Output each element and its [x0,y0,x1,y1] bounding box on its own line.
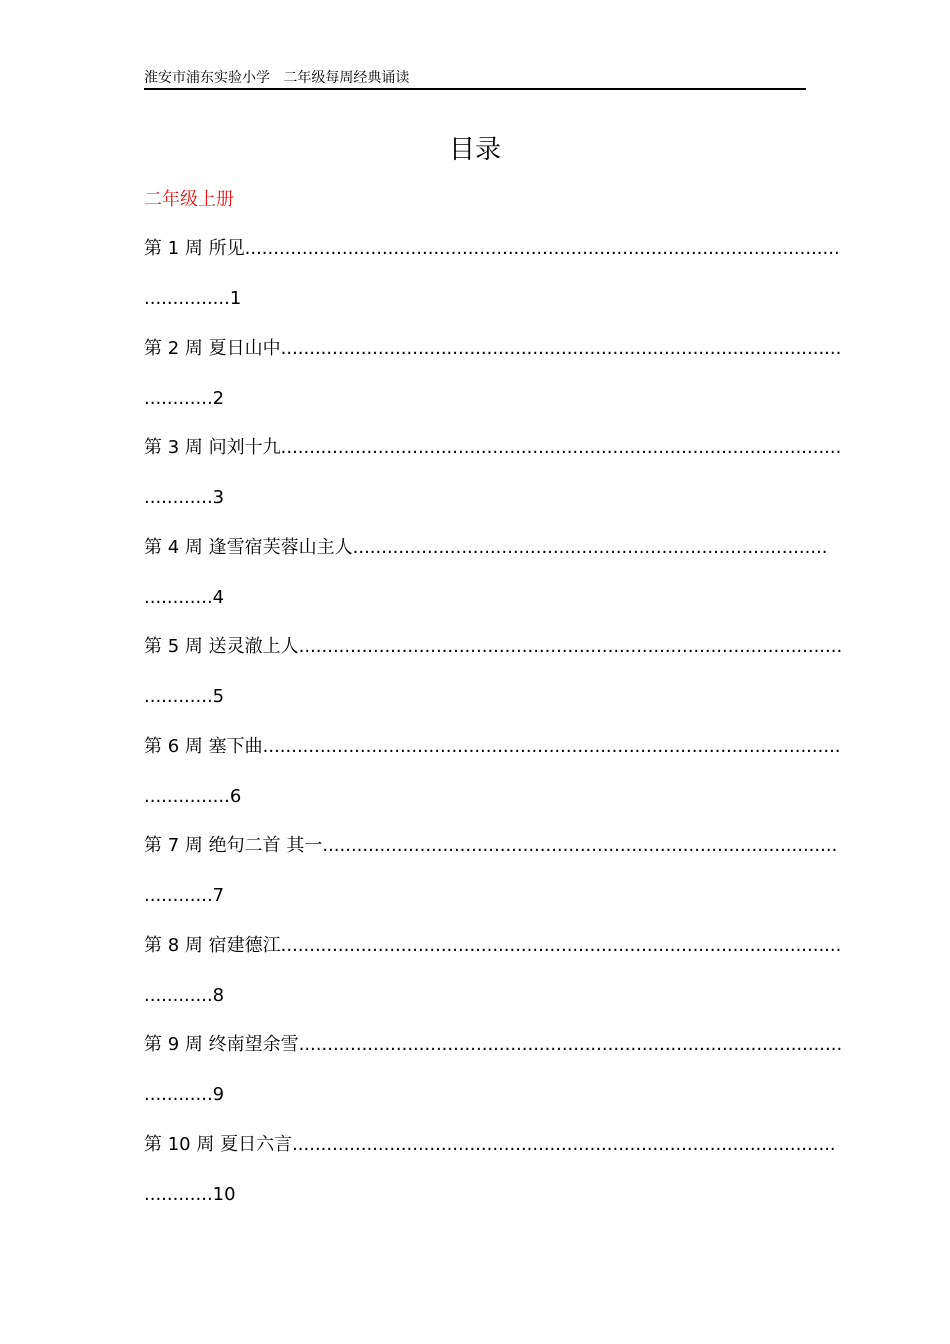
toc-leader-dots: ............................................................................................... [298,1034,843,1055]
toc-entry-page-line [144,1080,224,1110]
toc-leader-dots: ..................................................................................................... [262,735,841,757]
toc-entry[interactable] [144,433,842,533]
toc-entry-title-line [144,931,841,961]
toc-page-number: 6 [229,785,242,807]
toc-page-number: 10 [212,1183,236,1205]
toc-page-number: 3 [212,487,225,508]
toc-entry-page-line [144,881,224,911]
toc-leader-dots: ................................................................................... [352,536,828,558]
toc-entry-title-line [144,234,840,264]
toc-entry-page-line [144,583,224,613]
toc-entry[interactable] [144,1030,843,1130]
toc-entry[interactable] [144,931,842,1031]
toc-leader-dots: .................................................................................................. [280,934,842,956]
toc-leader-dots: ............ [144,387,213,409]
toc-page-number: 1 [229,288,242,309]
toc-entry-label: 第 10 周 夏日六言 [144,1133,293,1155]
toc-leader-dots: ............ [144,885,213,906]
toc-leader-dots: ............... [144,288,230,309]
toc-entry[interactable] [144,334,842,434]
toc-entry[interactable] [144,831,838,931]
toc-entry[interactable] [144,1130,836,1230]
toc-entry-label: 第 7 周 绝句二首 其一 [144,835,323,856]
toc-page-number: 2 [212,387,225,409]
toc-entry-title-line [144,334,841,364]
toc-leader-dots: ............ [144,586,213,608]
toc-entry-label: 第 8 周 宿建德江 [144,934,281,956]
toc-entry-label: 第 4 周 逢雪宿芙蓉山主人 [144,536,353,558]
toc-entry-label: 第 1 周 所见 [144,238,245,259]
toc-page-number: 9 [212,1084,225,1105]
toc-entry-title-line [144,533,828,563]
page-header-text: 淮安市浦东实验小学 二年级每周经典诵读 [144,70,410,86]
toc-entry[interactable] [144,732,841,832]
toc-entry-title-line [144,1130,836,1160]
toc-entry-page-line [144,1180,236,1210]
table-of-contents [144,234,843,1229]
toc-leader-dots: ............ [144,1084,213,1105]
toc-entry-page-line [144,483,224,513]
toc-leader-dots: ............................................................................................... [292,1133,836,1155]
toc-entry[interactable] [144,533,828,633]
toc-entry-label: 第 9 周 终南望余雪 [144,1034,299,1055]
toc-leader-dots: ............................................................................................... [298,636,843,657]
toc-leader-dots: ............ [144,1183,213,1205]
toc-leader-dots: .......................................................................................... [322,835,838,856]
toc-page-number: 8 [212,984,225,1006]
toc-page-number: 4 [212,586,225,608]
toc-page-number: 7 [212,885,225,906]
toc-entry-title-line [144,732,841,762]
toc-entry[interactable] [144,234,840,334]
toc-entry-title-line [144,1030,842,1060]
toc-leader-dots: ............ [144,984,213,1006]
toc-entry[interactable] [144,632,843,732]
header-rule [144,88,806,90]
toc-entry-title-line [144,632,842,662]
toc-entry-label: 第 6 周 塞下曲 [144,735,263,757]
toc-entry-page-line [144,682,224,712]
page-title: 目录 [448,135,501,165]
section-heading: 二年级上册 [144,189,234,210]
toc-leader-dots: ............ [144,487,213,508]
toc-entry-page-line [144,384,224,414]
toc-leader-dots: ........................................................................................................ [244,238,840,259]
toc-entry-label: 第 3 周 问刘十九 [144,437,281,458]
toc-entry-page-line [144,284,241,314]
toc-leader-dots: ............... [144,785,230,807]
toc-entry-label: 第 5 周 送灵澈上人 [144,636,299,657]
toc-entry-page-line [144,981,224,1011]
toc-page-number: 5 [212,686,225,707]
toc-leader-dots: .................................................................................................. [280,337,842,359]
toc-entry-page-line [144,782,241,812]
toc-leader-dots: ............ [144,686,213,707]
toc-leader-dots: .................................................................................................. [280,437,842,458]
toc-entry-title-line [144,433,841,463]
toc-entry-label: 第 2 周 夏日山中 [144,337,281,359]
toc-entry-title-line [144,831,837,861]
